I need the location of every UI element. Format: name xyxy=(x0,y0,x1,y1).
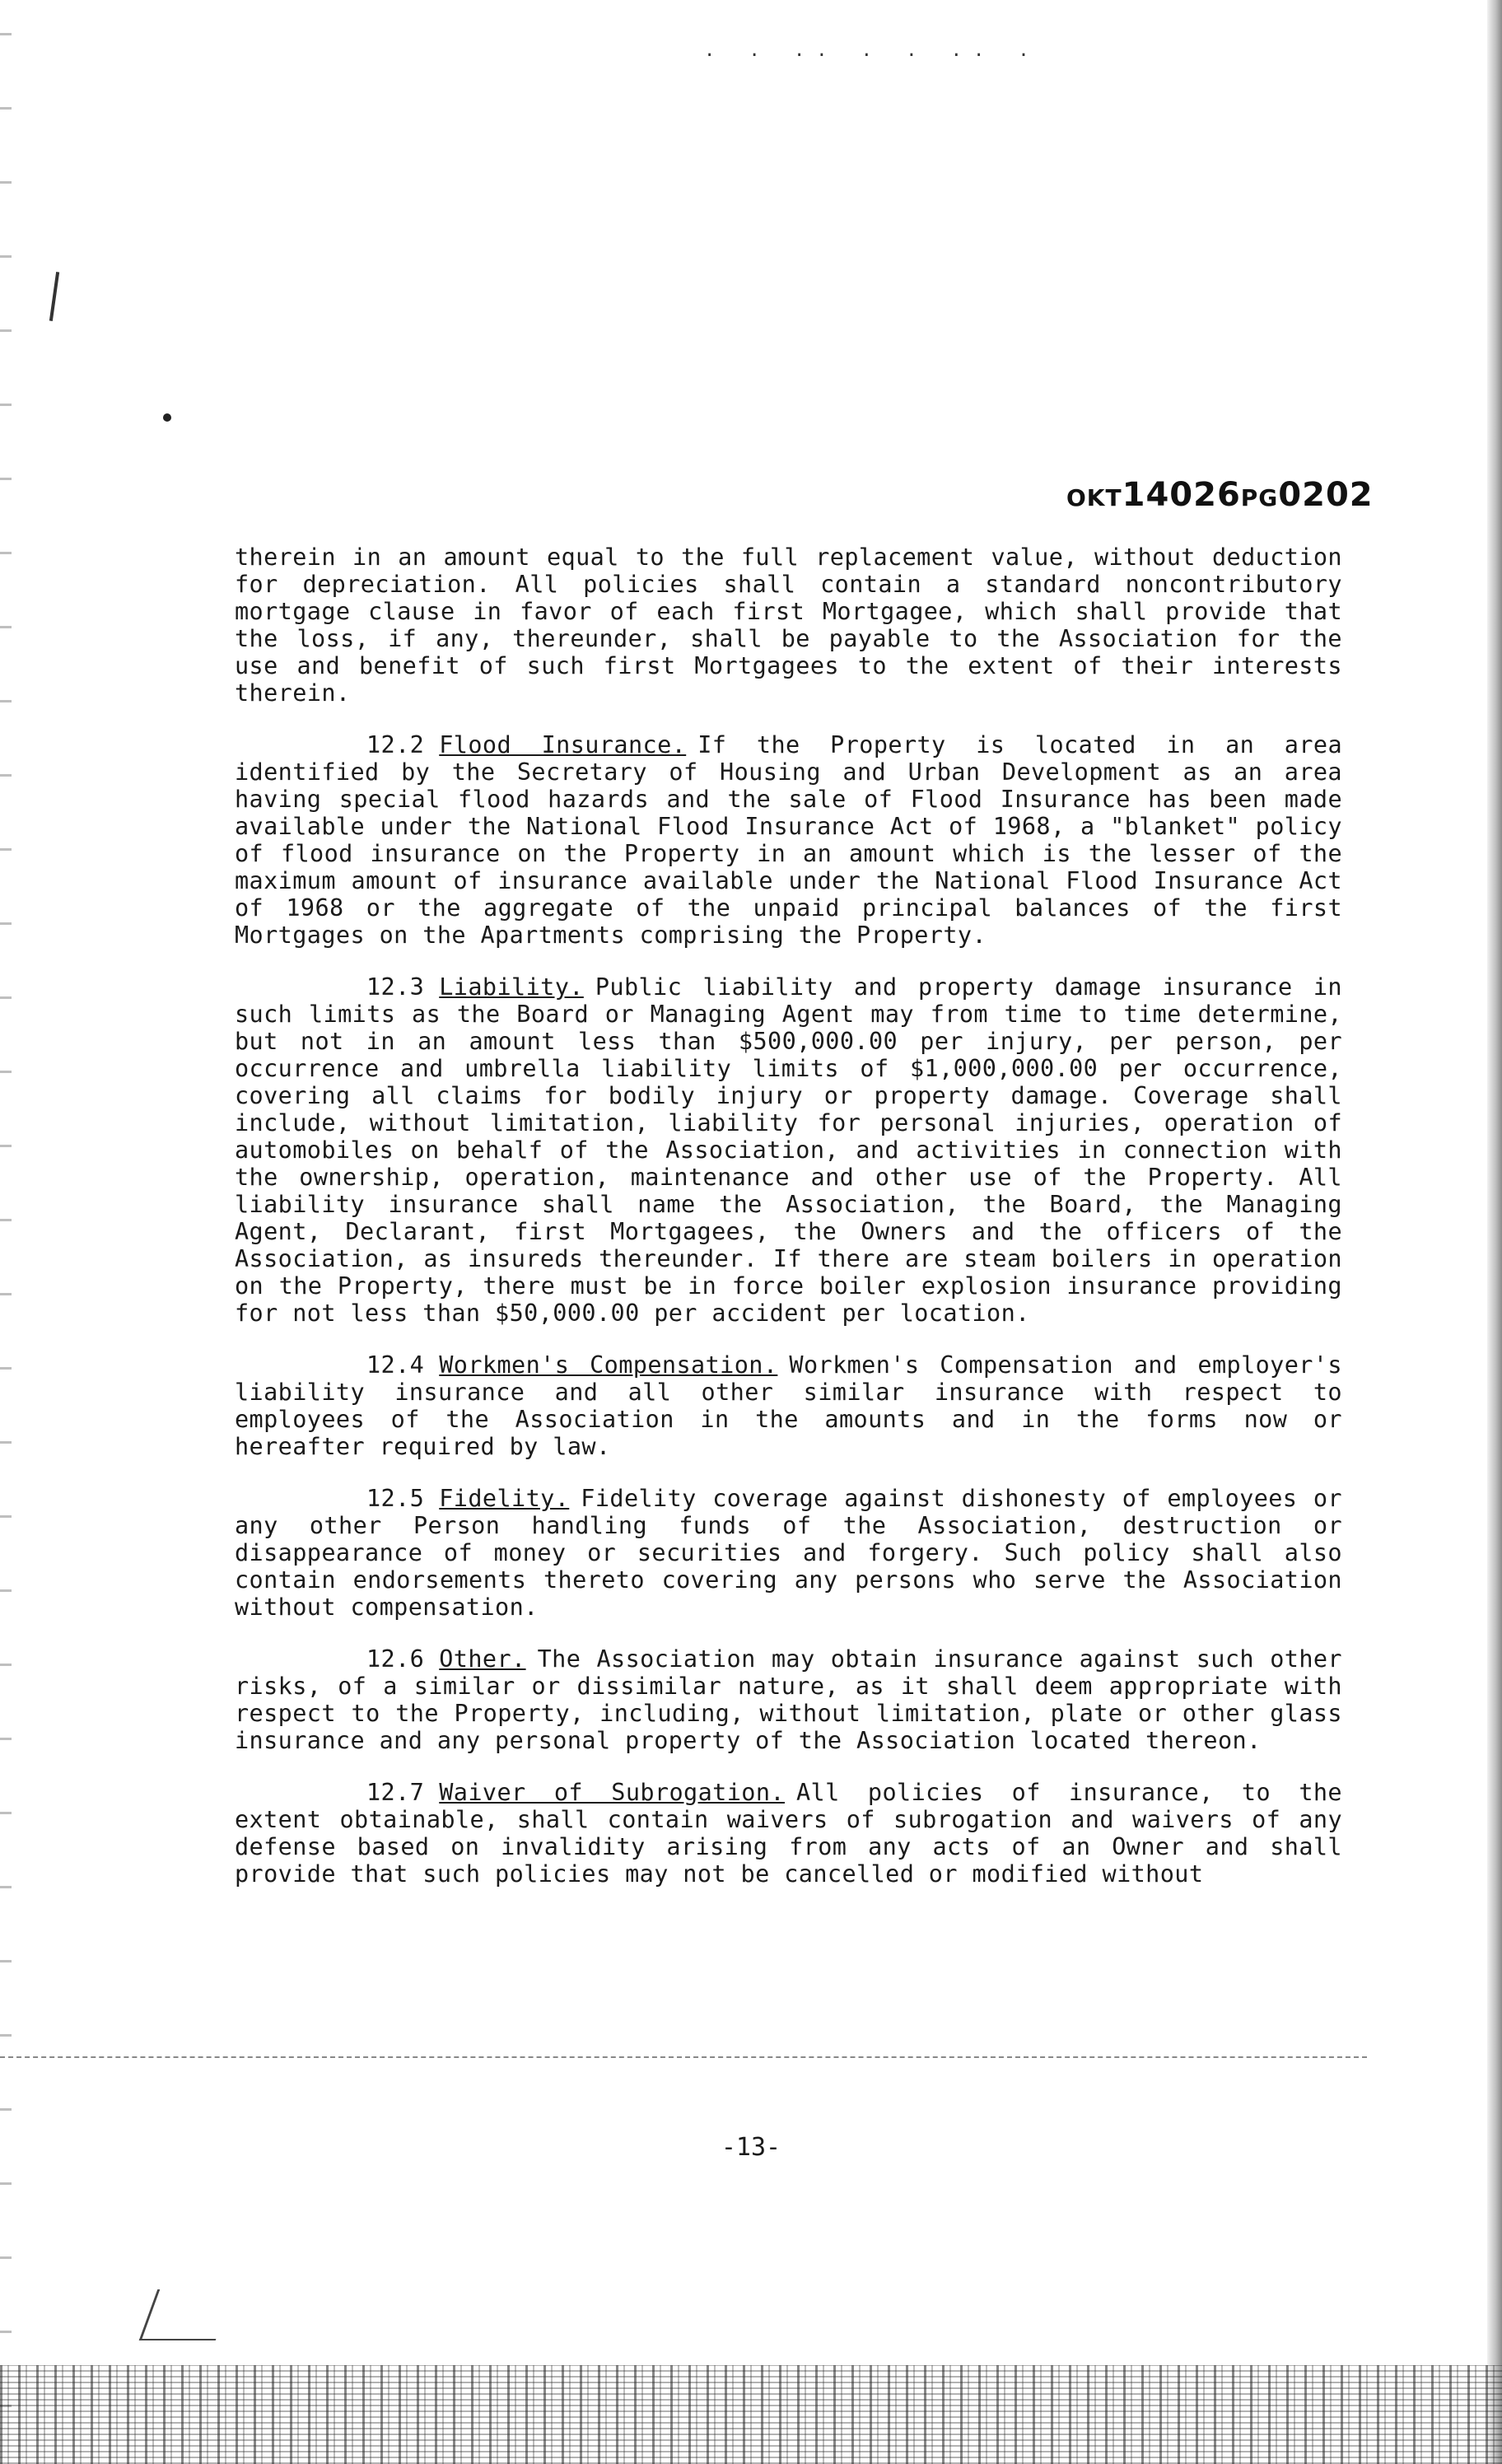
stamp-page-prefix: PG xyxy=(1240,484,1279,511)
document-body xyxy=(235,544,1342,1912)
paragraph-text: Workmen's Compensation and employer's liability insurance and all other similar insurance with respect to employees of the Association in the amounts and in the forms now or hereafter required by law. xyxy=(235,1351,1342,1460)
section-heading: Waiver of Subrogation. xyxy=(439,1779,785,1806)
section-number: 12.7 xyxy=(366,1779,425,1806)
scan-dashed-line xyxy=(0,2056,1367,2058)
paragraph-12-4 xyxy=(235,1351,1342,1460)
paragraph-12-5 xyxy=(235,1485,1342,1621)
recording-stamp xyxy=(1066,476,1374,514)
section-number: 12.3 xyxy=(366,973,425,1001)
scan-bottom-noise xyxy=(0,2365,1502,2464)
section-number: 12.2 xyxy=(366,731,425,758)
paragraph-text: If the Property is located in an area identified by the Secretary of Housing and Urban Development as an area having special flood hazards and the sale of Flood Insurance has been made available under the National Flood Insurance Act of 1968, a "blanket" policy of flood insurance on the Property in an amount which is the lesser of the maximum amount of insurance available under the National Flood Insurance Act of 1968 or the aggregate of the unpaid principal balances of the first Mortgages on the Apartments comprising the Property. xyxy=(235,731,1343,949)
paragraph-text: therein in an amount equal to the full replacement value, without deduction for depreciation. All policies shall contain a standard noncontributory mortgage clause in favor of each first Mortgagee, which shall provide that the loss, if any, thereunder, shall be payable to the Association for the use and benefit of such first Mortgagees to the extent of their interests therein. xyxy=(235,544,1342,707)
scan-scribble xyxy=(139,2289,235,2340)
paragraph-text: Public liability and property damage insurance in such limits as the Board or Managing Agent may from time to time determine, but not in an amount less than $500,000.00 per injury, per person, per occurrence and umbrella liability limits of $1,000,000.00 per occurrence, covering all claims for bodily injury or property damage. Coverage shall include, without limitation, liability for personal injuries, operation of automobiles on behalf of the Association, and activities in connection with the ownership, operation, maintenance and other use of the Property. All liability insurance shall name the Association, the Board, the Managing Agent, Declarant, first Mortgagees, the Owners and the officers of the Association, as insureds thereunder. If there are steam boilers in operation on the Property, there must be in force boiler explosion insurance providing for not less than $50,000.00 per accident per location. xyxy=(235,973,1342,1327)
paragraph-text: Fidelity coverage against dishonesty of employees or any other Person handling funds of the Association, destruction or disappearance of money or securities and forgery. Such policy shall also contain endorsements thereto covering any persons who serve the Association without compensation. xyxy=(235,1485,1342,1621)
paragraph-12-2 xyxy=(235,731,1342,949)
paragraph-text: All policies of insurance, to the extent obtainable, shall contain waivers of subrogation and waivers of any defense based on invalidity arising from any acts of an Owner and shall provide that such policies may not be cancelled or modified without xyxy=(235,1779,1342,1888)
stamp-book: 14026 xyxy=(1122,476,1241,514)
scan-left-edge xyxy=(0,0,12,2464)
paragraph-continuation xyxy=(235,544,1342,707)
paragraph-12-7 xyxy=(235,1779,1342,1888)
section-number: 12.5 xyxy=(366,1485,425,1512)
scan-specks: · · ·· · · ·· · xyxy=(704,45,1041,66)
section-number: 12.6 xyxy=(366,1645,425,1673)
section-number: 12.4 xyxy=(366,1351,425,1379)
stamp-prefix: OKT xyxy=(1066,484,1122,511)
section-heading: Liability. xyxy=(439,973,584,1001)
page-number: -13- xyxy=(721,2133,781,2162)
paragraph-text: The Association may obtain insurance against such other risks, of a similar or dissimilar nature, as it shall deem appropriate with respect to the Property, including, without limitation, plate or other glass insurance and any personal property of the Association located thereon. xyxy=(235,1645,1342,1754)
margin-dot xyxy=(163,413,171,422)
scan-right-edge xyxy=(1487,0,1502,2464)
stamp-page: 0202 xyxy=(1278,476,1374,514)
section-heading: Workmen's Compensation. xyxy=(439,1351,778,1379)
section-heading: Fidelity. xyxy=(439,1485,570,1512)
paragraph-12-6 xyxy=(235,1645,1342,1754)
margin-mark xyxy=(49,272,59,321)
section-heading: Other. xyxy=(439,1645,526,1673)
paragraph-12-3 xyxy=(235,973,1342,1327)
section-heading: Flood Insurance. xyxy=(439,731,687,758)
